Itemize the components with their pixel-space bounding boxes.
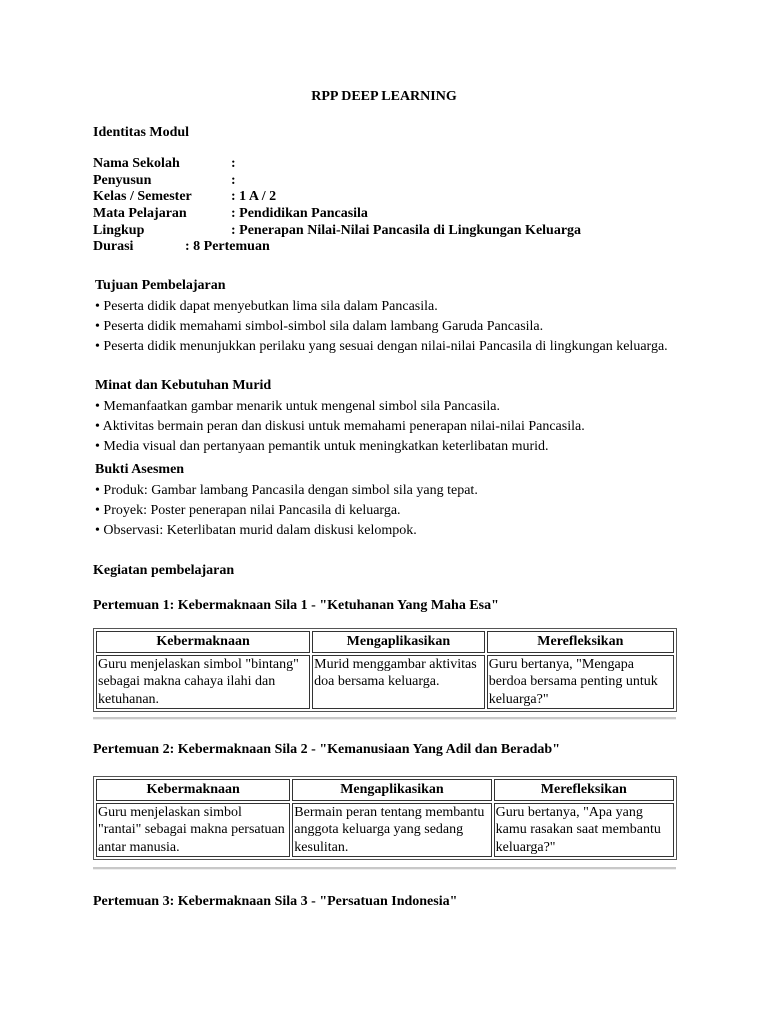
identity-row-school: [93, 156, 693, 173]
tujuan-heading: Tujuan Pembelajaran: [95, 278, 226, 293]
list-item: • Aktivitas bermain peran dan diskusi untuk memahami penerapan nilai-nilai Pancasila.: [95, 419, 585, 434]
column-header: Merefleksikan: [487, 631, 674, 653]
list-item: • Peserta didik menunjukkan perilaku yang sesuai dengan nilai-nilai Pancasila di lingkungan keluarga.: [95, 339, 668, 354]
list-item: • Proyek: Poster penerapan nilai Pancasila di keluarga.: [95, 503, 401, 518]
column-header: Merefleksikan: [494, 779, 674, 801]
identity-label: Kelas / Semester: [93, 189, 192, 205]
meeting-1-table: [93, 628, 677, 712]
identity-value: :: [231, 156, 236, 171]
list-item: • Peserta didik dapat menyebutkan lima sila dalam Pancasila.: [95, 299, 438, 314]
divider: [93, 717, 676, 720]
identity-label: Nama Sekolah: [93, 156, 180, 171]
identity-label: Penyusun: [93, 172, 152, 188]
divider: [93, 867, 676, 870]
list-item: • Peserta didik memahami simbol-simbol sila dalam lambang Garuda Pancasila.: [95, 319, 544, 334]
identity-row-author: [93, 173, 693, 190]
identity-value: : 8 Pertemuan: [185, 239, 270, 255]
list-item: • Memanfaatkan gambar menarik untuk mengenal simbol sila Pancasila.: [95, 399, 500, 414]
tujuan-section: [95, 277, 695, 358]
table-cell: Bermain peran tentang membantu anggota keluarga yang sedang kesulitan.: [292, 803, 491, 858]
minat-heading: Minat dan Kebutuhan Murid: [95, 378, 272, 393]
minat-section: [95, 377, 695, 458]
identity-value: : Penerapan Nilai-Nilai Pancasila di Lingkungan Keluarga: [231, 222, 582, 238]
identity-heading: Identitas Modul: [93, 125, 190, 140]
identity-value: :: [231, 172, 236, 188]
list-item: • Media visual dan pertanyaan pemantik untuk meningkatkan keterlibatan murid.: [95, 439, 549, 454]
table-cell: Guru bertanya, "Mengapa berdoa bersama penting untuk keluarga?": [487, 655, 674, 710]
tujuan-list: [95, 298, 695, 355]
list-item: • Produk: Gambar lambang Pancasila dengan simbol sila yang tepat.: [95, 483, 478, 498]
identity-value: : Pendidikan Pancasila: [231, 206, 368, 222]
table-header-row: [96, 631, 674, 653]
bukti-list: [95, 482, 695, 539]
meeting-3-title: Pertemuan 3: Kebermaknaan Sila 3 - "Persatuan Indonesia": [93, 894, 458, 909]
table-header-row: [96, 779, 674, 801]
identity-label: Lingkup: [93, 222, 145, 238]
minat-list: [95, 398, 695, 455]
identity-value: : 1 A / 2: [231, 189, 277, 205]
identity-row-duration: [93, 239, 693, 256]
table-cell: Guru menjelaskan simbol "rantai" sebagai makna persatuan antar manusia.: [96, 803, 290, 858]
column-header: Kebermaknaan: [96, 631, 310, 653]
identity-label: Mata Pelajaran: [93, 206, 187, 222]
column-header: Mengaplikasikan: [312, 631, 485, 653]
table-row: [96, 803, 674, 858]
kegiatan-heading: Kegiatan pembelajaran: [93, 563, 235, 578]
table-cell: Guru bertanya, "Apa yang kamu rasakan saat membantu keluarga?": [494, 803, 674, 858]
column-header: Kebermaknaan: [96, 779, 290, 801]
bukti-section: [95, 461, 695, 542]
bukti-heading: Bukti Asesmen: [95, 462, 185, 477]
table-cell: Guru menjelaskan simbol "bintang" sebagai makna cahaya ilahi dan ketuhanan.: [96, 655, 310, 710]
meeting-2-title: Pertemuan 2: Kebermaknaan Sila 2 - "Kemanusiaan Yang Adil dan Beradab": [93, 742, 560, 757]
meeting-2-table: [93, 776, 677, 860]
list-item: • Observasi: Keterlibatan murid dalam diskusi kelompok.: [95, 523, 417, 538]
identity-row-class: [93, 189, 693, 206]
identity-row-subject: [93, 206, 693, 223]
column-header: Mengaplikasikan: [292, 779, 491, 801]
table-cell: Murid menggambar aktivitas doa bersama keluarga.: [312, 655, 485, 710]
meeting-1-title: Pertemuan 1: Kebermaknaan Sila 1 - "Ketuhanan Yang Maha Esa": [93, 598, 499, 613]
document-title: RPP DEEP LEARNING: [311, 89, 457, 104]
identity-row-scope: [93, 223, 693, 240]
table-row: [96, 655, 674, 710]
identity-label: Durasi: [93, 239, 134, 255]
identity-block: [93, 156, 693, 256]
